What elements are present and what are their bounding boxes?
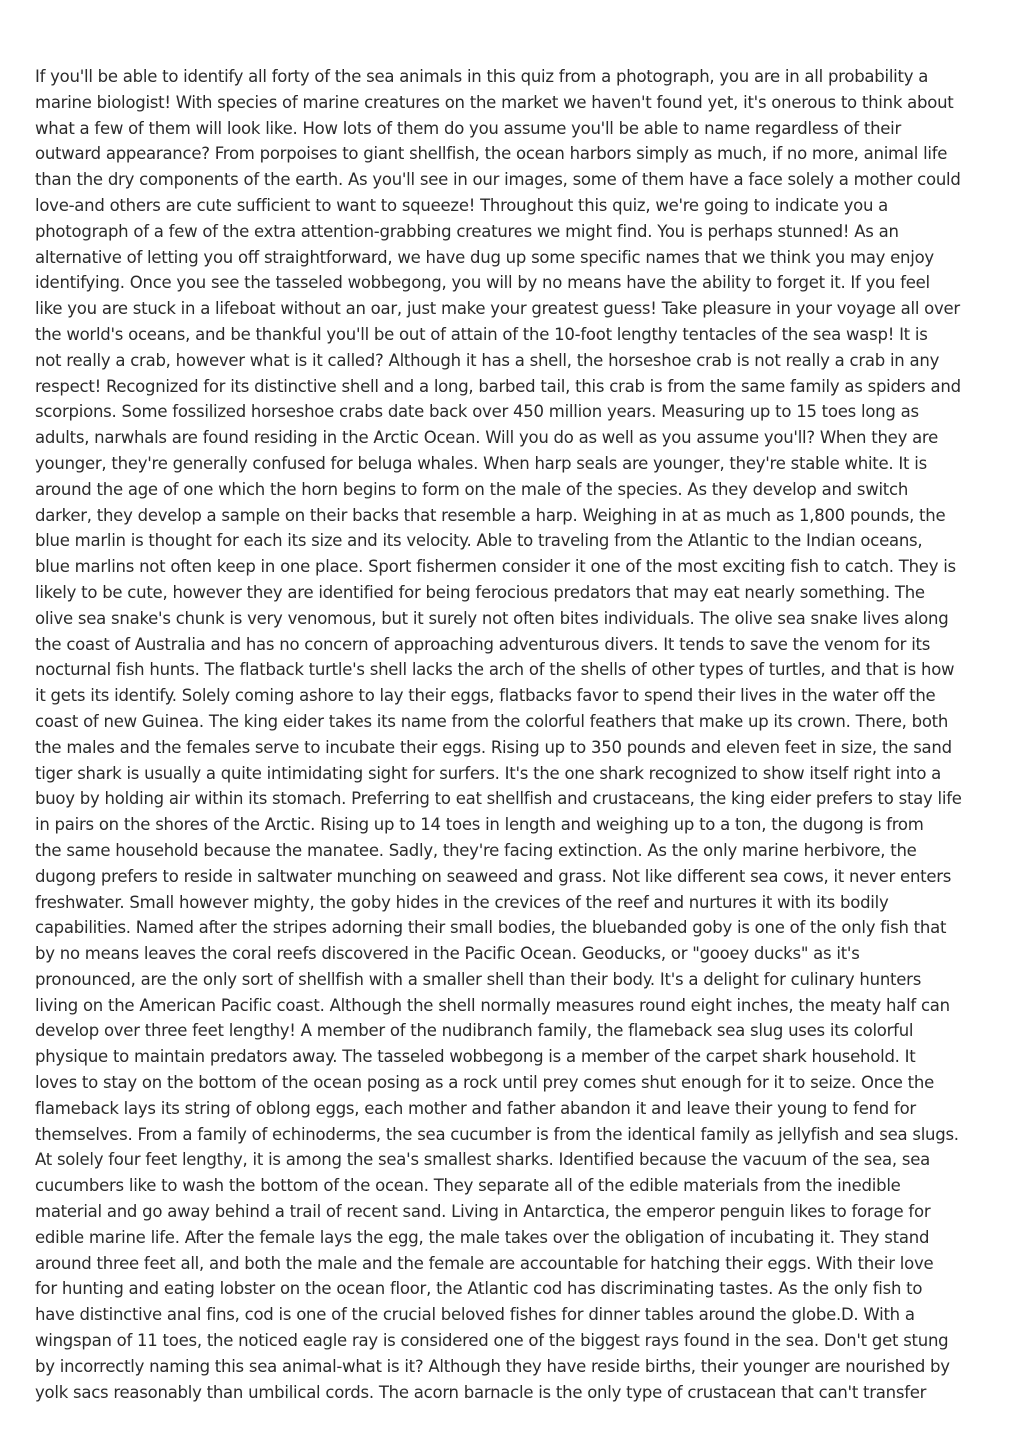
text-line: marine biologist! With species of marine creatures on the market we haven't found yet, it's onerous to think about (35, 92, 954, 112)
text-line: like you are stuck in a lifeboat without an oar, just make your greatest guess! Take pleasure in your voyage all over (35, 299, 960, 319)
text-line: likely to be cute, however they are identified for being ferocious predators that may eat nearly something. The (35, 582, 925, 602)
text-line: not really a crab, however what is it called? Although it has a shell, the horseshoe crab is not really a crab in any (35, 350, 940, 370)
text-line: identifying. Once you see the tasseled wobbegong, you will by no means have the ability to forget it. If you feel (35, 273, 930, 293)
text-line: nocturnal fish hunts. The flatback turtle's shell lacks the arch of the shells of other types of turtles, and that is how (35, 660, 955, 680)
document-body (35, 64, 995, 1405)
text-line: blue marlin is thought for each its size and its velocity. Able to traveling from the Atlantic to the Indian oceans, (35, 531, 923, 551)
text-line: If you'll be able to identify all forty of the sea animals in this quiz from a photograph, you are in all probability a (35, 67, 929, 86)
text-line: At solely four feet lengthy, it is among the sea's smallest sharks. Identified because the vacuum of the sea, sea (35, 1150, 930, 1170)
text-line: olive sea snake's chunk is very venomous, but it surely not often bites individuals. The olive sea snake lives along (35, 608, 949, 628)
text-line: darker, they develop a sample on their backs that resemble a harp. Weighing in at as much as 1,800 pounds, the (35, 505, 946, 525)
text-line: pronounced, are the only sort of shellfish with a smaller shell than their body. It's a delight for culinary hunters (35, 969, 922, 989)
text-line: wingspan of 11 toes, the noticed eagle ray is considered one of the biggest rays found in the sea. Don't get stung (35, 1331, 949, 1351)
text-line: it gets its identify. Solely coming ashore to lay their eggs, flatbacks favor to spend their lives in the water off the (35, 686, 936, 706)
text-line: freshwater. Small however mighty, the goby hides in the crevices of the reef and nurtures it with its bodily (35, 892, 889, 912)
text-line: material and go away behind a trail of recent sand. Living in Antarctica, the emperor penguin likes to forage for (35, 1202, 931, 1222)
text-line: capabilities. Named after the stripes adorning their small bodies, the bluebanded goby is one of the only fish that (35, 918, 947, 938)
text-line: the world's oceans, and be thankful you'll be out of attain of the 10-foot lengthy tentacles of the sea wasp! It is (35, 324, 928, 344)
text-line: adults, narwhals are found residing in the Arctic Ocean. Will you do as well as you assume you'll? When they are (35, 428, 939, 448)
text-line: for hunting and eating lobster on the ocean floor, the Atlantic cod has discriminating tastes. As the only fish to (35, 1279, 923, 1299)
text-line: physique to maintain predators away. The tasseled wobbegong is a member of the carpet shark household. It (35, 1047, 916, 1067)
text-line: cucumbers like to wash the bottom of the ocean. They separate all of the edible materials from the inedible (35, 1176, 901, 1196)
text-line: outward appearance? From porpoises to giant shellfish, the ocean harbors simply as much, if no more, animal life (35, 144, 948, 164)
text-line: love-and others are cute sufficient to want to squeeze! Throughout this quiz, we're going to indicate you a (35, 195, 889, 215)
text-line: around three feet all, and both the male and the female are accountable for hatching their eggs. With their love (35, 1253, 934, 1273)
text-line: have distinctive anal fins, cod is one of the crucial beloved fishes for dinner tables around the globe.D. With a (35, 1305, 915, 1325)
text-line: themselves. From a family of echinoderms, the sea cucumber is from the identical family as jellyfish and sea slugs. (35, 1124, 959, 1144)
text-line: coast of new Guinea. The king eider takes its name from the colorful feathers that make up its crown. There, both (35, 711, 949, 731)
text-line: respect! Recognized for its distinctive shell and a long, barbed tail, this crab is from the same family as spiders and (35, 376, 961, 396)
text-line: by incorrectly naming this sea animal-what is it? Although they have reside births, their younger are nourished by (35, 1356, 950, 1376)
text-line: living on the American Pacific coast. Although the shell normally measures round eight inches, the meaty half can (35, 995, 950, 1015)
text-line: the coast of Australia and has no concern of approaching adventurous divers. It tends to save the venom for its (35, 634, 931, 654)
text-line: by no means leaves the coral reefs discovered in the Pacific Ocean. Geoducks, or "gooey ducks" as it's (35, 944, 860, 964)
text-line: develop over three feet lengthy! A member of the nudibranch family, the flameback sea slug uses its colorful (35, 1021, 914, 1041)
text-line: dugong prefers to reside in saltwater munching on seaweed and grass. Not like different sea cows, it never enters (35, 866, 952, 886)
text-line: in pairs on the shores of the Arctic. Rising up to 14 toes in length and weighing up to a ton, the dugong is from (35, 815, 924, 835)
text-line: younger, they're generally confused for beluga whales. When harp seals are younger, they're stable white. It is (35, 453, 927, 473)
text-line: around the age of one which the horn begins to form on the male of the species. As they develop and switch (35, 479, 909, 499)
text-line: blue marlins not often keep in one place. Sport fishermen consider it one of the most exciting fish to catch. They is (35, 557, 956, 577)
text-line: yolk sacs reasonably than umbilical cords. The acorn barnacle is the only type of crustacean that can't transfer (35, 1382, 927, 1402)
text-line: the same household because the manatee. Sadly, they're facing extinction. As the only marine herbivore, the (35, 840, 917, 860)
text-line: edible marine life. After the female lays the egg, the male takes over the obligation of incubating it. They stand (35, 1227, 930, 1247)
text-line: flameback lays its string of oblong eggs, each mother and father abandon it and leave their young to fend for (35, 1098, 916, 1118)
text-line: what a few of them will look like. How lots of them do you assume you'll be able to name regardless of their (35, 118, 902, 138)
text-line: than the dry components of the earth. As you'll see in our images, some of them have a face solely a mother could (35, 170, 961, 190)
text-line: scorpions. Some fossilized horseshoe crabs date back over 450 million years. Measuring up to 15 toes long as (35, 402, 919, 422)
text-line: photograph of a few of the extra attention-grabbing creatures we might find. You is perhaps stunned! As an (35, 221, 899, 241)
text-line: the males and the females serve to incubate their eggs. Rising up to 350 pounds and eleven feet in size, the sand (35, 737, 952, 757)
text-line: loves to stay on the bottom of the ocean posing as a rock until prey comes shut enough for it to seize. Once the (35, 1073, 935, 1093)
text-line: buoy by holding air within its stomach. Preferring to eat shellfish and crustaceans, the king eider prefers to stay life (35, 789, 962, 809)
text-line: tiger shark is usually a quite intimidating sight for surfers. It's the one shark recognized to show itself right into a (35, 763, 942, 783)
text-line: alternative of letting you off straightforward, we have dug up some specific names that we think you may enjoy (35, 247, 934, 267)
